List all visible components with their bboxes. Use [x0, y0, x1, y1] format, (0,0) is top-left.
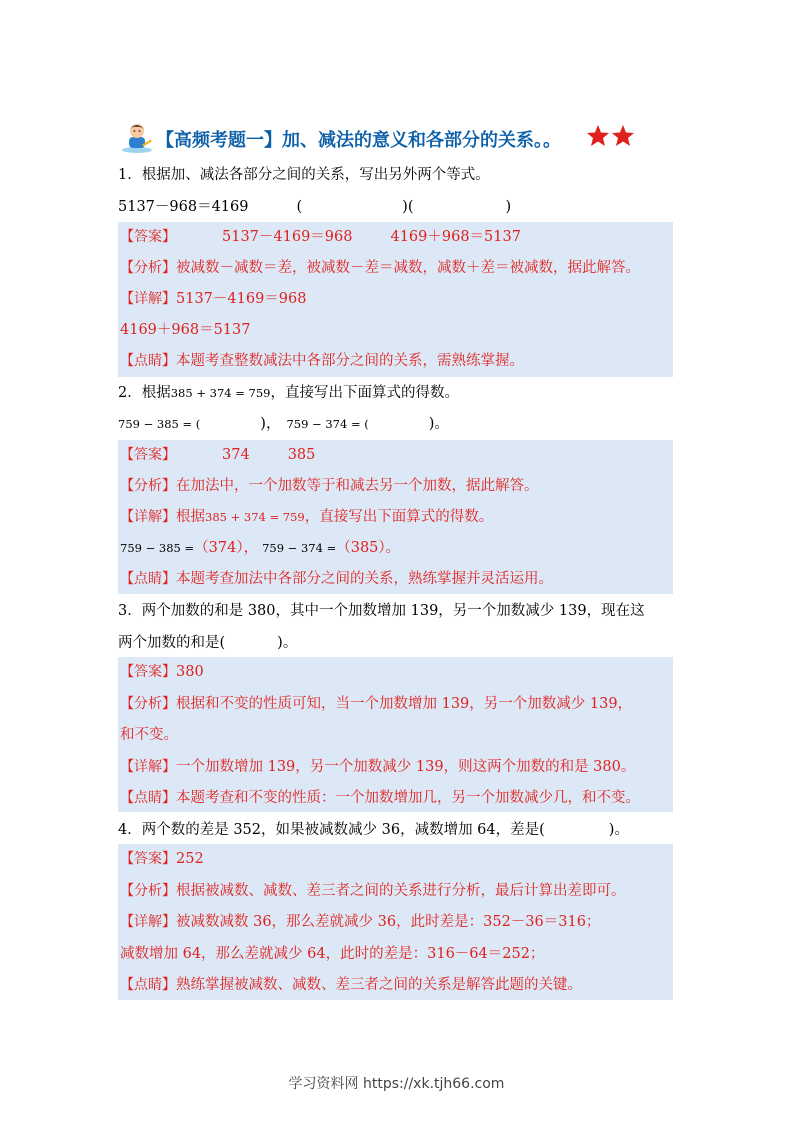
detail-line: 【详解】根据385 + 374 = 759，直接写出下面算式的得数。: [120, 509, 494, 525]
answer-line: 【答案】380: [120, 664, 204, 680]
answer-line: 【答案】 374 385: [120, 447, 316, 463]
student-writing-icon: [120, 120, 154, 154]
analysis-line: 【分析】根据被减数、减数、差三者之间的关系进行分析，最后计算出差即可。: [120, 883, 626, 899]
question-3-stem-2: 两个加数的和是( )。: [118, 635, 298, 651]
star-icon: [612, 125, 634, 146]
question-4-solution: [118, 844, 673, 1000]
comment-line: 【点睛】本题考查整数减法中各部分之间的关系，需熟练掌握。: [120, 353, 524, 369]
comment-line: 【点睛】熟练掌握被减数、减数、差三者之间的关系是解答此题的关键。: [120, 977, 582, 993]
question-1-equation: 5137－968＝4169 ( )( ): [118, 199, 512, 215]
difficulty-stars: [586, 124, 636, 148]
detail-line-2: 减数增加 64，那么差就减少 64，此时的差是：316－64＝252；: [120, 946, 545, 962]
question-2-blanks: 759 − 385 = ( )， 759 − 374 = ( )。: [118, 416, 449, 432]
question-3-stem: 3．两个加数的和是 380，其中一个加数增加 139，另一个加数减少 139，现在这: [118, 603, 645, 619]
question-1-stem: 1．根据加、减法各部分之间的关系，写出另外两个等式。: [118, 167, 490, 183]
comment-line: 【点睛】本题考查加法中各部分之间的关系，熟练掌握并灵活运用。: [120, 571, 553, 587]
question-3-solution: [118, 657, 673, 812]
analysis-line: 【分析】被减数－减数＝差，被减数－差＝减数，减数＋差＝被减数，据此解答。: [120, 260, 640, 276]
analysis-line: 【分析】在加法中，一个加数等于和减去另一个加数，据此解答。: [120, 478, 539, 494]
detail-line: 【详解】一个加数增加 139，另一个加数减少 139，则这两个加数的和是 380。: [120, 759, 636, 775]
detail-line: 【详解】被减数减数 36，那么差就减少 36，此时差是：352－36＝316；: [120, 914, 601, 930]
question-2-solution: [118, 440, 673, 594]
comment-line: 【点睛】本题考查和不变的性质：一个加数增加几，另一个加数减少几，和不变。: [120, 790, 640, 806]
question-4-stem: 4．两个数的差是 352，如果被减数减少 36，减数增加 64，差是( )。: [118, 822, 629, 838]
analysis-line: 【分析】根据和不变的性质可知，当一个加数增加 139，另一个加数减少 139，: [120, 696, 633, 712]
detail-line-2: 759 − 385 =（374）， 759 − 374 =（385）。: [120, 540, 401, 556]
star-icon: [587, 125, 609, 146]
detail-line-2: 4169＋968＝5137: [120, 322, 251, 338]
page-title: 【高频考题一】加、减法的意义和各部分的关系。。: [156, 130, 561, 151]
question-1-solution: [118, 222, 673, 377]
footer-watermark: 学习资料网 https://xk.tjh66.com: [288, 1076, 505, 1092]
answer-line: 【答案】252: [120, 851, 204, 867]
section-header: [120, 120, 680, 156]
detail-line: 【详解】5137－4169＝968: [120, 291, 307, 307]
answer-line: 【答案】 5137－4169＝968 4169＋968＝5137: [120, 229, 521, 245]
analysis-line-2: 和不变。: [120, 727, 178, 743]
question-2-stem: 2．根据385 + 374 = 759，直接写出下面算式的得数。: [118, 385, 459, 401]
